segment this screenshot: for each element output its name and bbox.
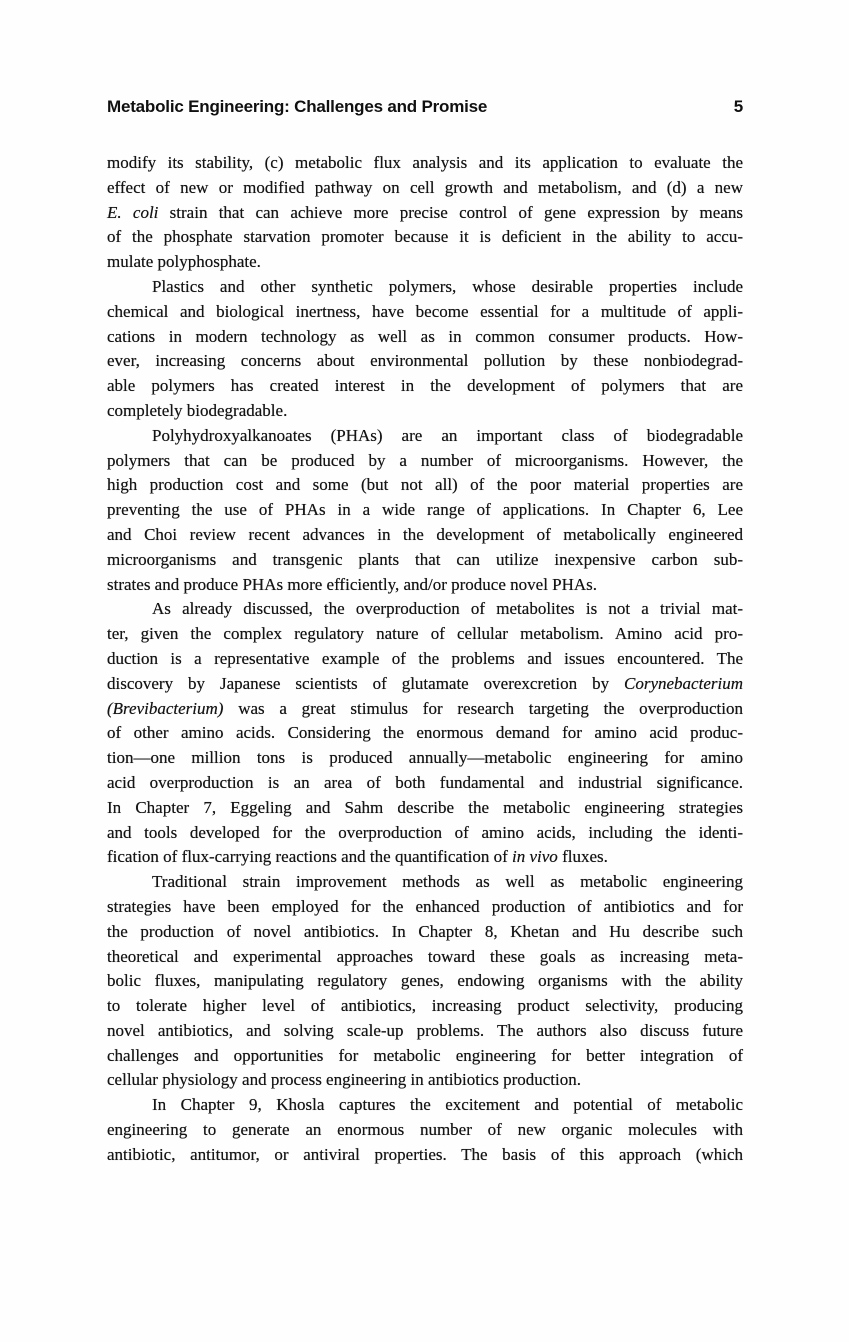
text-line bbox=[107, 895, 743, 920]
running-head-title: Metabolic Engineering: Challenges and Promise bbox=[107, 97, 488, 116]
text-line bbox=[107, 821, 743, 846]
text-line bbox=[107, 672, 743, 697]
paragraph bbox=[107, 275, 743, 424]
text-line bbox=[107, 771, 743, 796]
text-run: effect of new or modified pathway on cell growth and metabolism, and (d) a new bbox=[107, 177, 743, 197]
text-run: of the phosphate starvation promoter because it is deficient in the ability to accu- bbox=[107, 227, 743, 247]
text-line bbox=[107, 498, 743, 523]
text-line bbox=[107, 548, 743, 573]
text-run: was a great stimulus for research targeting the overproduction bbox=[223, 698, 743, 718]
text-run: completely biodegradable. bbox=[107, 400, 288, 420]
text-run: mulate polyphosphate. bbox=[107, 252, 261, 272]
text-run: and Choi review recent advances in the development of metabolically engineered bbox=[107, 524, 743, 544]
text-line bbox=[107, 176, 743, 201]
text-line bbox=[107, 721, 743, 746]
page-body bbox=[107, 151, 743, 1168]
text-run: fluxes. bbox=[557, 847, 608, 867]
text-line bbox=[107, 275, 743, 300]
text-line bbox=[107, 1068, 743, 1093]
text-line bbox=[107, 1118, 743, 1143]
text-line bbox=[107, 1143, 743, 1168]
text-run: ever, increasing concerns about environmental pollution by these nonbiodegrad- bbox=[107, 351, 743, 371]
text-line bbox=[107, 449, 743, 474]
text-line bbox=[107, 597, 743, 622]
text-line bbox=[107, 523, 743, 548]
text-line bbox=[107, 945, 743, 970]
text-run: cations in modern technology as well as in common consumer products. How- bbox=[107, 326, 743, 346]
text-line bbox=[107, 349, 743, 374]
text-line bbox=[107, 473, 743, 498]
text-run: In Chapter 9, Khosla captures the excitement and potential of metabolic bbox=[152, 1095, 743, 1115]
text-line bbox=[107, 622, 743, 647]
text-line bbox=[107, 845, 743, 870]
text-line bbox=[107, 151, 743, 176]
text-run: microorganisms and transgenic plants that can utilize inexpensive carbon sub- bbox=[107, 549, 743, 569]
italic-text-run: Corynebacterium bbox=[624, 673, 743, 693]
text-run: bolic fluxes, manipulating regulatory genes, endowing organisms with the ability bbox=[107, 971, 743, 991]
text-line bbox=[107, 201, 743, 226]
text-run: strategies have been employed for the enhanced production of antibiotics and for bbox=[107, 896, 743, 916]
text-run: the production of novel antibiotics. In Chapter 8, Khetan and Hu describe such bbox=[107, 921, 743, 941]
text-run: theoretical and experimental approaches toward these goals as increasing meta- bbox=[107, 946, 743, 966]
text-run: fication of flux-carrying reactions and the quantification of bbox=[107, 847, 513, 867]
text-run: challenges and opportunities for metabolic engineering for better integration of bbox=[107, 1045, 743, 1065]
text-line bbox=[107, 399, 743, 424]
text-run: As already discussed, the overproduction of metabolites is not a trivial mat- bbox=[152, 599, 743, 619]
paragraph bbox=[107, 1093, 743, 1167]
italic-text-run: in vivo bbox=[512, 847, 558, 867]
text-run: tion—one million tons is produced annually—metabolic engineering for amino bbox=[107, 748, 743, 768]
text-run: Polyhydroxyalkanoates (PHAs) are an important class of biodegradable bbox=[152, 425, 743, 445]
text-run: engineering to generate an enormous number of new organic molecules with bbox=[107, 1120, 743, 1140]
text-run: In Chapter 7, Eggeling and Sahm describe the metabolic engineering strategies bbox=[107, 797, 743, 817]
text-run: of other amino acids. Considering the enormous demand for amino acid produc- bbox=[107, 723, 743, 743]
paragraph bbox=[107, 151, 743, 275]
text-line bbox=[107, 1019, 743, 1044]
text-line bbox=[107, 573, 743, 598]
text-line bbox=[107, 1093, 743, 1118]
paragraph bbox=[107, 870, 743, 1093]
paragraph bbox=[107, 424, 743, 598]
text-run: Plastics and other synthetic polymers, whose desirable properties include bbox=[152, 276, 743, 296]
text-run: ter, given the complex regulatory nature of cellular metabolism. Amino acid pro- bbox=[107, 624, 743, 644]
text-line bbox=[107, 920, 743, 945]
text-line bbox=[107, 969, 743, 994]
text-run: antibiotic, antitumor, or antiviral properties. The basis of this approach (which bbox=[107, 1144, 743, 1164]
text-line bbox=[107, 697, 743, 722]
text-line bbox=[107, 1044, 743, 1069]
text-run: duction is a representative example of the problems and issues encountered. The bbox=[107, 648, 743, 668]
italic-text-run: E. coli bbox=[107, 202, 159, 222]
text-run: polymers that can be produced by a number of microorganisms. However, the bbox=[107, 450, 743, 470]
text-run: Traditional strain improvement methods as well as metabolic engineering bbox=[152, 872, 743, 892]
text-line bbox=[107, 300, 743, 325]
text-run: able polymers has created interest in the development of polymers that are bbox=[107, 376, 743, 396]
page-number: 5 bbox=[733, 97, 743, 116]
text-run: strates and produce PHAs more efficiently, and/or produce novel PHAs. bbox=[107, 574, 598, 594]
text-run: acid overproduction is an area of both fundamental and industrial significance. bbox=[107, 772, 743, 792]
text-line bbox=[107, 424, 743, 449]
text-line bbox=[107, 250, 743, 275]
text-line bbox=[107, 796, 743, 821]
running-head bbox=[107, 97, 743, 117]
text-run: strain that can achieve more precise control of gene expression by means bbox=[158, 202, 743, 222]
italic-text-run: (Brevibacterium) bbox=[107, 698, 224, 718]
text-run: chemical and biological inertness, have become essential for a multitude of appli- bbox=[107, 301, 743, 321]
text-line bbox=[107, 994, 743, 1019]
text-line bbox=[107, 647, 743, 672]
text-run: discovery by Japanese scientists of glutamate overexcretion by bbox=[107, 673, 625, 693]
paragraph bbox=[107, 597, 743, 870]
text-run: to tolerate higher level of antibiotics, increasing product selectivity, producing bbox=[107, 996, 743, 1016]
text-run: preventing the use of PHAs in a wide range of applications. In Chapter 6, Lee bbox=[107, 500, 743, 520]
text-line bbox=[107, 870, 743, 895]
text-run: and tools developed for the overproduction of amino acids, including the identi- bbox=[107, 822, 743, 842]
text-run: novel antibiotics, and solving scale-up problems. The authors also discuss future bbox=[107, 1020, 743, 1040]
text-line bbox=[107, 374, 743, 399]
text-line bbox=[107, 325, 743, 350]
text-run: modify its stability, (c) metabolic flux analysis and its application to evaluate the bbox=[107, 153, 743, 172]
text-line bbox=[107, 746, 743, 771]
text-run: high production cost and some (but not all) of the poor material properties are bbox=[107, 475, 743, 495]
text-run: cellular physiology and process engineering in antibiotics production. bbox=[107, 1070, 581, 1090]
text-line bbox=[107, 225, 743, 250]
